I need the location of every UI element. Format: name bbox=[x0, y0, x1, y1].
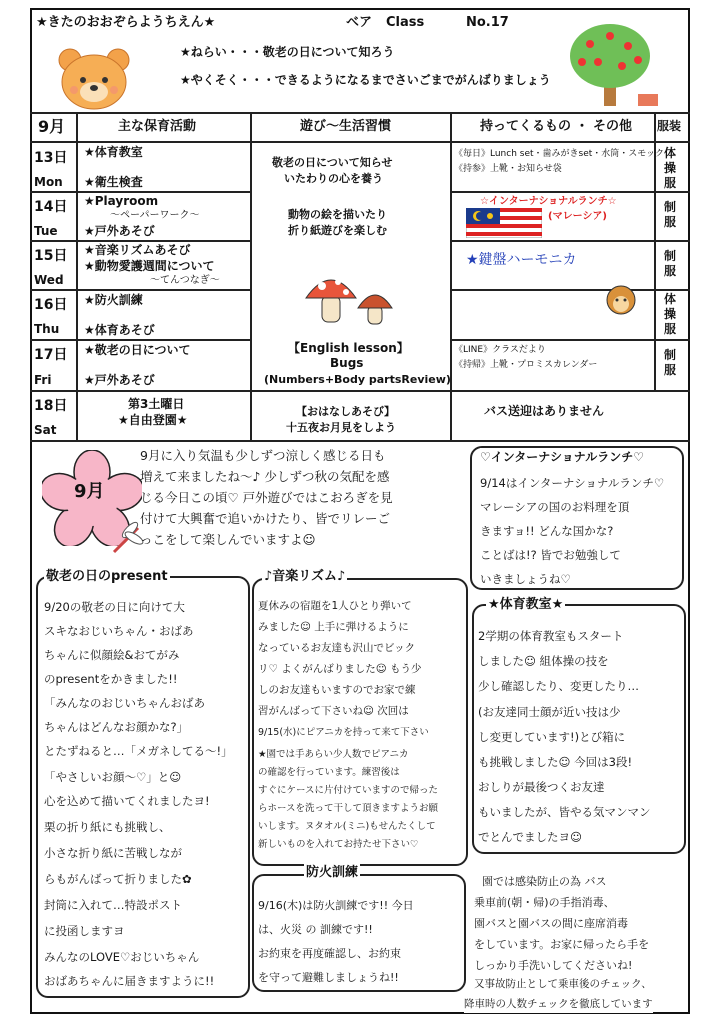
intl-lunch-country: (マレーシア) bbox=[548, 211, 607, 222]
intl-lunch-title: ♡インターナショナルランチ♡ bbox=[480, 450, 644, 464]
issue-number: No.17 bbox=[466, 15, 509, 30]
mushroom-illustration bbox=[302, 268, 398, 330]
music-line-5: しのお友達もいますのでお家で練 bbox=[258, 684, 416, 696]
hedgehog-illustration bbox=[604, 280, 638, 316]
intl-line-1: 9/14はインターナショナルランチ♡ bbox=[480, 476, 665, 490]
intro-line-1: 9月に入り気温も少しずつ涼しく感じる日も bbox=[140, 448, 386, 463]
fire-line-3: お約束を再度確認し、お約束 bbox=[258, 947, 401, 960]
aim-text: ★ねらい・・・敬老の日について知ろう bbox=[180, 45, 395, 59]
activity-15-2: ★動物愛護週間について bbox=[84, 259, 215, 273]
music-line-4: リ♡ よくがんばりました☺ もう少 bbox=[258, 663, 422, 675]
pe-line-9: でとんでましたヨ☺ bbox=[478, 830, 582, 844]
music-line-1: 夏休みの宿題を1人ひとり弾いて bbox=[258, 600, 412, 612]
activity-14-1: ★Playroom bbox=[84, 194, 159, 208]
intro-line-4: 付けて大興奮で追いかけたり、皆でリレーご bbox=[140, 511, 391, 526]
play-line-1: 敬老の日について知らせ bbox=[272, 156, 393, 169]
row-line-5 bbox=[30, 390, 690, 392]
music-line-3: なっているお友達も沢山でビック bbox=[258, 642, 416, 654]
fire-line-4: を守って避難しましょうね!! bbox=[258, 971, 399, 984]
intl-lunch-label: ☆インターナショナルランチ☆ bbox=[480, 196, 617, 207]
month-header: 9月 bbox=[38, 117, 66, 136]
pe-line-4: (お友達同士顔が近い技は少 bbox=[478, 705, 621, 719]
col-line-2 bbox=[250, 112, 252, 440]
music-line-13: 新しいものを入れてお持たせ下さい♡ bbox=[258, 839, 419, 850]
intl-line-4: ことばは!? 皆でお勉強して bbox=[480, 548, 621, 562]
day-13: 13日 bbox=[34, 150, 68, 166]
keirou-line-1: 9/20の敬老の日に向けて大 bbox=[44, 600, 185, 614]
activity-17-1: ★敬老の日について bbox=[84, 343, 191, 357]
uniform-16: 体操服 bbox=[664, 292, 677, 336]
english-lesson-sub: (Numbers+Body partsReview) bbox=[264, 373, 451, 386]
intl-line-2: マレーシアの国のお料理を頂 bbox=[480, 500, 630, 514]
weekday-15: Wed bbox=[34, 273, 64, 287]
row-line-2 bbox=[30, 240, 250, 242]
day-16: 16日 bbox=[34, 297, 68, 313]
weekday-17: Fri bbox=[34, 373, 52, 387]
pe-title: ★体育教室★ bbox=[488, 597, 564, 612]
uniform-13: 体操服 bbox=[664, 146, 677, 190]
school-name: ★きたのおおぞらようちえん★ bbox=[36, 15, 216, 30]
pe-line-7: おしりが最後つくお友達 bbox=[478, 780, 605, 794]
story-body: 十五夜お月見をしよう bbox=[286, 421, 396, 434]
day-14: 14日 bbox=[34, 199, 68, 215]
promise-text: ★やくそく・・・できるようになるまでさいごまでがんばりましょう bbox=[180, 73, 551, 87]
covid-line-2: 乗車前(朝・帰)の手指消毒、 bbox=[474, 896, 615, 909]
items-bring: 《持参》上靴・お知らせ袋 bbox=[454, 164, 562, 174]
apple-tree-illustration bbox=[566, 22, 666, 110]
class-en: Class bbox=[386, 15, 425, 30]
weekday-16: Thu bbox=[34, 322, 60, 336]
row-line-1 bbox=[30, 191, 250, 193]
row-line-3 bbox=[30, 289, 250, 291]
col-line-3 bbox=[450, 112, 452, 440]
keirou-line-5: 「みんなのおじいちゃんおばあ bbox=[44, 696, 205, 710]
activity-17-2: ★戸外あそび bbox=[84, 373, 155, 387]
pe-line-8: もいましたが、皆やる気マンマン bbox=[478, 805, 651, 819]
keirou-line-14: に投函しますヨ bbox=[44, 924, 125, 938]
play-line-3: 動物の絵を描いたり bbox=[288, 208, 387, 221]
keirou-line-11: 小さな折り紙に苦戦しなが bbox=[44, 846, 182, 860]
uniform-14: 制服 bbox=[664, 200, 677, 229]
intro-line-3: じる今日この頃♡ 戸外遊びではこおろぎを見 bbox=[140, 490, 393, 505]
music-line-9: の確認を行っています。練習後は bbox=[258, 767, 400, 778]
pe-line-1: 2学期の体育教室もスタート bbox=[478, 629, 624, 643]
music-line-11: らホースを洗って干して頂きますようお願 bbox=[258, 803, 439, 814]
day-18: 18日 bbox=[34, 398, 68, 414]
covid-line-1: 園では感染防止の為 バス bbox=[482, 875, 607, 888]
keirou-line-2: スキなおじいちゃん・おばあ bbox=[44, 624, 194, 638]
music-title: ♪音楽リズム♪ bbox=[264, 569, 346, 584]
keirou-line-4: のpresentをかきました!! bbox=[44, 672, 178, 686]
keirou-line-16: おばあちゃんに届きますように!! bbox=[44, 974, 215, 988]
play-line-4: 折り紙遊びを楽しむ bbox=[288, 224, 387, 237]
keirou-line-7: とたずねると…「メガネしてる～!」 bbox=[44, 744, 233, 758]
music-line-2: みました☺ 上手に弾けるように bbox=[258, 621, 409, 633]
activity-14-2: ★戸外あそび bbox=[84, 224, 155, 238]
play-header: 遊び～生活習慣 bbox=[300, 119, 392, 134]
harmonica-note: ★鍵盤ハーモニカ bbox=[466, 252, 577, 268]
keirou-line-12: らもがんばって折りました✿ bbox=[44, 872, 192, 886]
english-lesson-title: 【English lesson】 bbox=[288, 341, 409, 355]
malaysia-flag-icon bbox=[466, 208, 542, 238]
day-15: 15日 bbox=[34, 248, 68, 264]
keirou-line-9: 心を込めて描いてくれましたヨ! bbox=[44, 794, 210, 808]
table-bottom-line bbox=[30, 440, 690, 442]
activity-13-1: ★体育教室 bbox=[84, 145, 143, 159]
fire-drill-title: 防火訓練 bbox=[306, 865, 359, 880]
story-title: 【おはなしあそび】 bbox=[296, 405, 395, 418]
activity-18-1: 第3土曜日 bbox=[128, 397, 185, 411]
keirou-title: 敬老の日のpresent bbox=[46, 569, 168, 584]
activity-16-2: ★体育あそび bbox=[84, 323, 155, 337]
music-line-7: 9/15(水)にピアニカを持って来て下さい bbox=[258, 727, 429, 738]
month-badge-text: 9月 bbox=[74, 481, 105, 502]
pe-line-5: し変更しています!)とび箱に bbox=[478, 730, 626, 744]
play-line-2: いたわりの心を養う bbox=[284, 172, 383, 185]
class-name: ベア bbox=[346, 15, 373, 30]
activity-15-sub: ～てんつなぎ～ bbox=[150, 275, 220, 286]
items-line: 《LINE》クラスだより bbox=[454, 345, 546, 355]
fire-line-1: 9/16(木)は防火訓練です!! 今日 bbox=[258, 899, 414, 912]
intro-line-5: っこをして楽しんでいますよ☺ bbox=[140, 532, 316, 547]
weekday-18: Sat bbox=[34, 423, 57, 437]
keirou-line-6: ちゃんはどんなお顔かな?」 bbox=[44, 720, 189, 734]
intro-line-2: 増えて来ましたね～♪ 少しずつ秋の気配を感 bbox=[140, 469, 390, 484]
table-header-line bbox=[30, 141, 690, 143]
col-line-1 bbox=[76, 112, 78, 440]
music-line-12: いします。ヌタオル(ミニ)もせんたくして bbox=[258, 821, 436, 832]
fire-line-2: は、火災 の 訓練です!! bbox=[258, 923, 373, 936]
covid-line-4: をしています。お家に帰ったら手を bbox=[474, 938, 650, 951]
weekday-13: Mon bbox=[34, 175, 63, 189]
covid-line-5: しっかり手洗いしてくださいね! bbox=[474, 959, 633, 972]
row-line-4 bbox=[30, 339, 250, 341]
pe-line-2: しました☺ 組体操の技を bbox=[478, 654, 609, 668]
keirou-line-15: みんなのLOVE♡おじいちゃん bbox=[44, 950, 200, 964]
pe-line-3: 少し確認したり、変更したり… bbox=[478, 679, 639, 693]
covid-line-7: 降車時の人数チェックを徹底しています bbox=[464, 995, 653, 1013]
weekday-14: Tue bbox=[34, 224, 58, 238]
table-top-line bbox=[30, 112, 690, 114]
covid-line-3: 園バスと園バスの間に座席消毒 bbox=[474, 917, 628, 930]
keirou-line-10: 栗の折り紙にも挑戦し、 bbox=[44, 820, 171, 834]
uniform-header: 服装 bbox=[657, 119, 682, 133]
bus-note: バス送迎はありません bbox=[484, 404, 605, 418]
pe-line-6: も挑戦しました☺ 今回は3段! bbox=[478, 755, 633, 769]
keirou-line-3: ちゃんに似顔絵&おてがみ bbox=[44, 648, 180, 662]
intl-line-5: いきましょうね♡ bbox=[480, 572, 571, 586]
activity-16-1: ★防火訓練 bbox=[84, 293, 143, 307]
items-daily: 《毎日》Lunch set・歯みがきset・水筒・スモック bbox=[454, 149, 665, 159]
activity-18-2: ★自由登園★ bbox=[118, 413, 188, 427]
day-17: 17日 bbox=[34, 347, 68, 363]
music-line-10: すぐにケースに片付けていますので帰った bbox=[258, 785, 439, 796]
activity-13-2: ★衛生検査 bbox=[84, 175, 143, 189]
music-line-6: 習がんばって下さいね☺ 次回は bbox=[258, 705, 409, 717]
intl-line-3: きますョ!! どんな国かな? bbox=[480, 524, 614, 538]
covid-line-6: 又事故防止として乗車後のチェック、 bbox=[474, 978, 652, 990]
activity-header: 主な保育活動 bbox=[118, 119, 197, 134]
uniform-17: 制服 bbox=[664, 348, 677, 377]
bear-illustration bbox=[56, 44, 132, 112]
uniform-15: 制服 bbox=[664, 249, 677, 278]
keirou-line-8: 「やさしいお顔～♡」と☺ bbox=[44, 770, 182, 784]
items-header: 持ってくるもの ・ その他 bbox=[480, 119, 633, 134]
music-line-8: ★園では手あらい少人数でピアニカ bbox=[258, 749, 409, 760]
activity-14-sub: ～ペーパーワーク～ bbox=[110, 210, 200, 221]
items-bring2: 《持帰》上靴・プロミスカレンダー bbox=[454, 360, 598, 370]
english-lesson-word: Bugs bbox=[330, 356, 364, 370]
activity-15-1: ★音楽リズムあそび bbox=[84, 243, 191, 257]
keirou-line-13: 封筒に入れて…特設ポスト bbox=[44, 898, 182, 912]
